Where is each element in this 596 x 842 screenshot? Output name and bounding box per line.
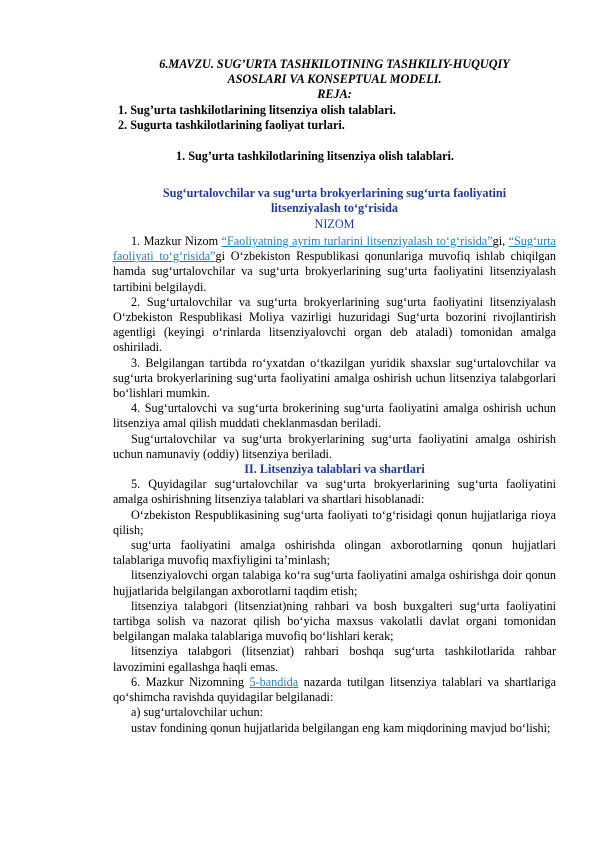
paragraph-5e: litsenziya talabgori (litsenziat) rahbari boshqa sug‘urta tashkilotlarida rahbar lavozimini egallashga haqli emas. xyxy=(113,644,556,674)
section-heading-2: II. Litsenziya talablari va shartlari xyxy=(244,462,425,477)
law-link-insurance[interactable]: “Sug‘urta faoliyati to‘g‘risida” xyxy=(113,234,556,264)
plan-list xyxy=(118,103,561,133)
paragraph-5a: O‘zbekiston Respublikasining sug‘urta faoliyati to‘g‘risidagi qonun hujjatlariga rioya qilish; xyxy=(113,507,556,537)
paragraph-3: 3. Belgilangan tartibda ro‘yxatdan o‘tkazilgan yuridik shaxslar sug‘urtalovchilar va sug‘urta brokyerlarining sug‘urta faoliyatini amalga oshirish uchun litsenziya talabgorlari bo‘lishlari mumkin. xyxy=(113,355,556,401)
plan-item-2: 2. Sugurta tashkilotlarining faoliyat turlari. xyxy=(118,118,345,133)
paragraph-6: 6. Mazkur Nizomning 5-bandida nazarda tutilgan litsenziya talablari va shartlariga qo‘shimcha ravishda quyidagilar belgilanadi: xyxy=(113,674,556,705)
paragraph-5c: litsenziyalovchi organ talabiga ko‘ra sug‘urta faoliyatini amalga oshirishga doir qonun hujjatlarida belgilangan axborotlarni taqdim etish; xyxy=(113,568,556,598)
paragraph-4: 4. Sug‘urtalovchi va sug‘urta brokerining sug‘urta faoliyatini amalga oshirish uchun litsenziya amal qilish muddati cheklanmasdan beriladi. xyxy=(113,401,556,431)
regulation-title-line-2: litsenziyalash to‘g‘risida xyxy=(271,201,398,216)
paragraph-6a: a) sug‘urtalovchilar uchun: xyxy=(131,705,263,720)
title-line-1: 6.MAVZU. SUG’URTA TASHKILOTINING TASHKILIY-HUQUQIY xyxy=(159,57,510,71)
paragraph-2: 2. Sug‘urtalovchilar va sug‘urta brokyerlarining sug‘urta faoliyatini litsenziyalash O‘zbekiston Respublikasi Moliya vazirligi huzuridagi Sug‘urta bozorini rivojlantirish agentligi (keyingi o‘rinlarda litsenziyalovchi organ deb ataladi) tomonidan amalga oshiriladi. xyxy=(113,294,556,355)
plan-heading: REJA: xyxy=(317,87,352,102)
plan-item-1: 1. Sug’urta tashkilotlarining litsenziya olish talablari. xyxy=(118,103,396,117)
regulation-title-line-1: Sug‘urtalovchilar va sug‘urta brokyerlarining sug‘urta faoliyatini xyxy=(162,186,507,200)
nizom-heading: NIZOM xyxy=(314,217,355,231)
regulation-body xyxy=(113,234,556,736)
paragraph-4b: Sug‘urtalovchilar va sug‘urta brokyerlarining sug‘urta faoliyatini amalga oshirish uchun namunaviy (oddiy) litsenziya beriladi. xyxy=(113,431,556,461)
paragraph-5: 5. Quyidagilar sug‘urtalovchilar va sug‘urta brokyerlarining sug‘urta faoliyatini amalga oshirishning litsenziya talablari va shartlari hisoblanadi: xyxy=(113,477,556,507)
paragraph-5d: litsenziya talabgori (litsenziat)ning rahbari va bosh buxgalteri sug‘urta faoliyatini tartibga solish va nazorat qilish bo‘yicha maxsus vakolatli davlat organi tomonidan belgilangan malaka talablariga muvofiq bo‘lishlari kerak; xyxy=(113,598,556,644)
lecture-title xyxy=(113,57,556,103)
title-line-2: ASOSLARI VA KONSEPTUAL MODELI. xyxy=(227,72,442,87)
section-heading-1: 1. Sug’urta tashkilotlarining litsenziya olish talablari. xyxy=(176,149,454,163)
clause-5-link[interactable]: 5-bandida xyxy=(249,674,299,689)
paragraph-6b: ustav fondining qonun hujjatlarida belgilangan eng kam miqdorining mavjud bo‘lishi; xyxy=(131,720,551,735)
regulation-title xyxy=(113,186,556,216)
paragraph-1: 1. Mazkur Nizom “Faoliyatning ayrim turlarini litsenziyalash to‘g‘risida”gi, “Sug‘urta faoliyati to‘g‘risida”gi O‘zbekiston Respublikasi qonunlariga muvofiq ishlab chiqilgan hamda sug‘urtalovchilar va sug‘urta brokyerlarining sug‘urta faoliyatini litsenziyalash tartibini belgilaydi. xyxy=(113,234,556,294)
law-link-licensing[interactable]: “Faoliyatning ayrim turlarini litsenziyalash to‘g‘risida” xyxy=(221,234,493,248)
paragraph-5b: sug‘urta faoliyatini amalga oshirishda olingan axborotlarning qonun hujjatlari talablariga muvofiq maxfiyligini ta’minlash; xyxy=(113,538,556,568)
